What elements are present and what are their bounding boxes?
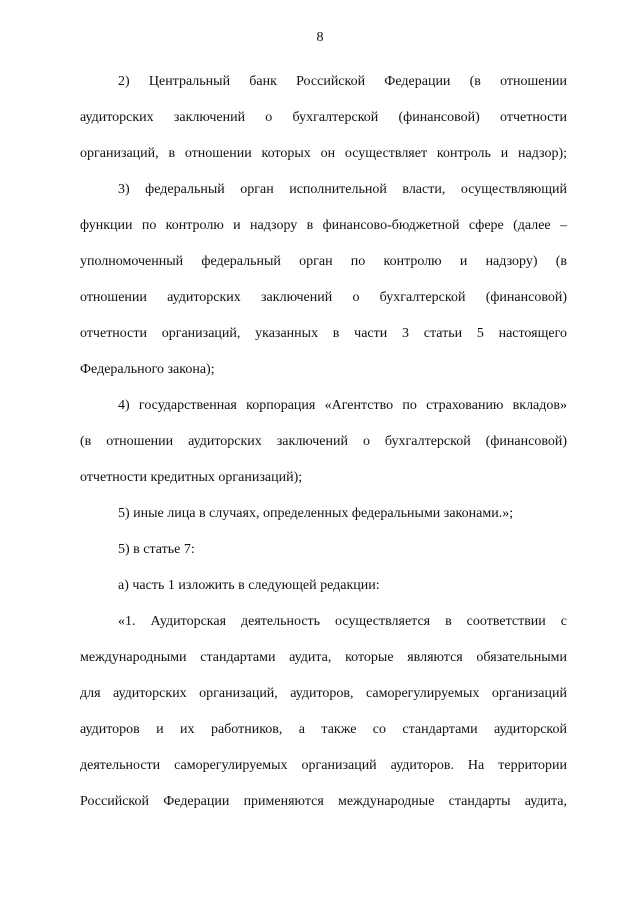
text-line: уполномоченный федеральный орган по контролю и надзору) (в	[80, 254, 567, 269]
text-line: Федерального закона);	[80, 362, 215, 377]
text-line: 2) Центральный банк Российской Федерации (в отношении	[118, 74, 567, 89]
text-line: отчетности кредитных организаций);	[80, 470, 303, 485]
text-line: деятельности саморегулируемых организаций аудиторов. На территории	[80, 758, 567, 773]
text-line: 5) иные лица в случаях, определенных федеральными законами.»;	[118, 506, 514, 521]
paragraph-audit-standards	[80, 604, 567, 820]
text-line: Российской Федерации применяются международные стандарты аудита,	[80, 794, 567, 809]
text-line: 5) в статье 7:	[118, 542, 195, 557]
text-line: отчетности организаций, указанных в части 3 статьи 5 настоящего	[80, 326, 567, 341]
text-line: для аудиторских организаций, аудиторов, саморегулируемых организаций	[80, 686, 567, 701]
paragraph-part-1-amend	[80, 568, 567, 604]
paragraph-federal-body	[80, 172, 567, 388]
text-line: отношении аудиторских заключений о бухгалтерской (финансовой)	[80, 290, 567, 305]
text-line: функции по контролю и надзору в финансово-бюджетной сфере (далее –	[80, 218, 567, 233]
text-line: 3) федеральный орган исполнительной власти, осуществляющий	[118, 182, 567, 197]
document-body	[80, 64, 567, 820]
page-number: 8	[316, 30, 324, 45]
text-line: а) часть 1 изложить в следующей редакции:	[118, 578, 380, 593]
text-line: 4) государственная корпорация «Агентство по страхованию вкладов»	[118, 398, 567, 413]
text-line: международными стандартами аудита, которые являются обязательными	[80, 650, 567, 665]
paragraph-article-7	[80, 532, 567, 568]
paragraph-central-bank	[80, 64, 567, 172]
text-line: аудиторских заключений о бухгалтерской (финансовой) отчетности	[80, 110, 567, 125]
paragraph-deposit-agency	[80, 388, 567, 496]
text-line: (в отношении аудиторских заключений о бухгалтерской (финансовой)	[80, 434, 567, 449]
paragraph-other-persons	[80, 496, 567, 532]
text-line: организаций, в отношении которых он осуществляет контроль и надзор);	[80, 146, 567, 161]
text-line: аудиторов и их работников, а также со стандартами аудиторской	[80, 722, 567, 737]
text-line: «1. Аудиторская деятельность осуществляется в соответствии с	[118, 614, 567, 629]
